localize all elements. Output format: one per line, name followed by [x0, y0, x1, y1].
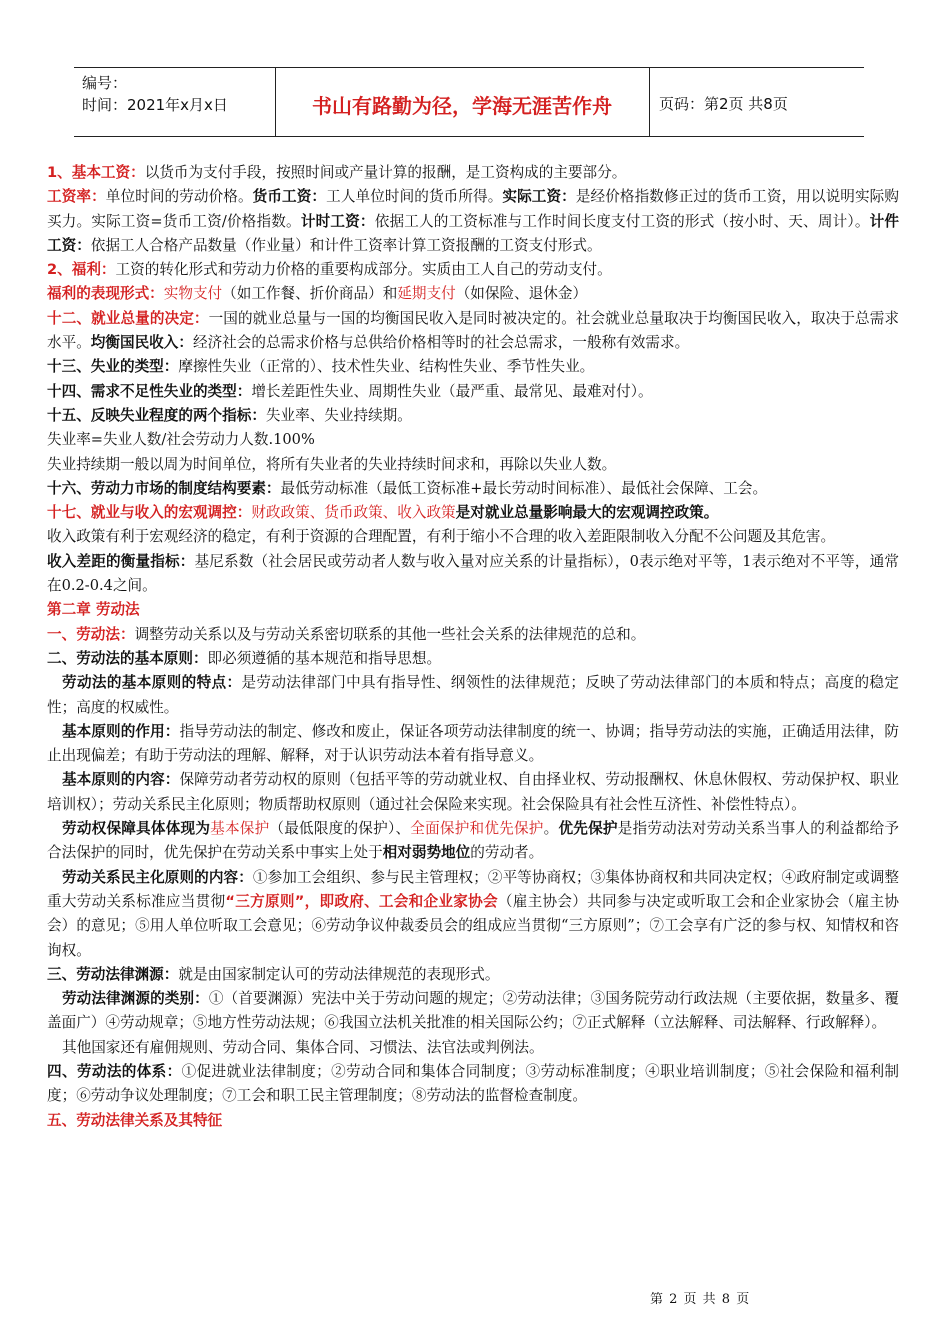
page-header	[74, 67, 864, 137]
emphasis-text: 基本原则的作用：	[62, 722, 180, 740]
paragraph	[47, 987, 899, 1036]
emphasis-text: 二、劳动法的基本原则：	[47, 649, 208, 667]
paragraph	[47, 380, 899, 404]
body-text: 调整劳动关系以及与劳动关系密切联系的其他一些社会关系的法律规范的总和。	[134, 625, 646, 643]
body-text: 一国的就业总量与一国的均衡国民收入是同时被决定的。社会就业总量取决于均衡国民收入，取决于总需求水平。	[47, 309, 899, 352]
body-text: （最低限度的保护）、	[269, 820, 411, 838]
body-text: 以货币为支付手段，按照时间或产量计算的报酬，是工资构成的主要部分。	[144, 164, 627, 181]
emphasis-text: “三方原则”，即政府、工会和企业家协会	[225, 892, 498, 910]
emphasis-text: 第二章 劳动法	[47, 601, 140, 619]
body-text: 。	[543, 820, 559, 838]
emphasis-text: 基本原则的内容：	[62, 771, 180, 789]
body-text: 增长差距性失业、周期性失业（最严重、最常见、最难对付）。	[251, 382, 653, 400]
body-text: 收入政策有利于宏观经济的稳定，有利于资源的合理配置，有利于缩小不合理的收入差距限制收入分配不公问题及其危害。	[47, 528, 836, 546]
emphasis-text: 三、劳动法律渊源：	[47, 965, 179, 983]
paragraph	[47, 501, 899, 525]
emphasis-text: 基本保护	[210, 820, 270, 838]
body-text: ①促进就业法律制度；②劳动合同和集体合同制度；③劳动标准制度；④职业培训制度；⑤社会保险和福利制度；⑥劳动争议处理制度；⑦工会和职工民主管理制度；⑧劳动法的监督检查制度。	[47, 1062, 899, 1105]
emphasis-text: 是对就业总量影响最大的宏观调控政策。	[455, 504, 719, 522]
emphasis-text: 四、劳动法的体系：	[47, 1062, 182, 1080]
emphasis-text: 实际工资：	[502, 188, 576, 206]
paragraph	[47, 817, 899, 866]
emphasis-text: 十七、就业与收入的宏观调控：	[47, 504, 252, 522]
header-left-cell	[82, 72, 228, 116]
emphasis-text: 计时工资：	[300, 212, 375, 230]
body-text: 最低劳动标准（最低工资标准+最长劳动时间标准）、最低社会保障、工会。	[280, 479, 768, 497]
emphasis-text: 福利的表现形式：	[47, 285, 164, 303]
header-motto: 书山有路勤为径，学海无涯苦作舟	[312, 94, 612, 118]
emphasis-text: 十二、就业总量的决定：	[47, 309, 209, 327]
emphasis-text: 财政政策、货币政策、收入政策	[251, 504, 456, 522]
document-time-label: 时间：2021年x月x日	[82, 96, 228, 114]
body-text: 其他国家还有雇佣规则、劳动合同、集体合同、习惯法、法官法或判例法。	[62, 1038, 544, 1056]
emphasis-text: 一、劳动法：	[47, 625, 135, 643]
body-text: 就是由国家制定认可的劳动法律规范的表现形式。	[178, 965, 500, 983]
document-number-label: 编号：	[82, 74, 128, 92]
emphasis-text: 劳动关系民主化原则的内容：	[62, 868, 253, 886]
body-text: 单位时间的劳动价格。	[105, 188, 253, 206]
paragraph	[47, 550, 899, 599]
header-page-label: 页码：第2页 共8页	[659, 95, 788, 113]
paragraph	[47, 1036, 899, 1060]
paragraph	[47, 623, 899, 647]
body-text: 依据工人合格产品数量（作业量）和计件工资率计算工资报酬的工资支付形式。	[90, 236, 602, 254]
body-text: 依据工人的工资标准与工作时间长度支付工资的形式（按小时、天、周计）。	[374, 212, 870, 230]
emphasis-text: 十六、劳动力市场的制度结构要素：	[47, 479, 281, 497]
emphasis-text: 十五、反映失业程度的两个指标：	[47, 406, 266, 424]
emphasis-text: 货币工资：	[252, 188, 327, 206]
paragraph	[47, 307, 899, 356]
paragraph	[47, 258, 899, 282]
paragraph	[47, 768, 899, 817]
emphasis-text: 收入差距的衡量指标：	[47, 552, 195, 570]
emphasis-text: 延期支付	[397, 285, 456, 303]
emphasis-text: 十三、失业的类型：	[47, 358, 179, 376]
emphasis-text: 相对弱势地位	[382, 844, 471, 862]
body-text: 即必须遵循的基本规范和指导思想。	[207, 649, 442, 667]
body-text: 工资的转化形式和劳动力价格的重要构成部分。实质由工人自己的劳动支付。	[115, 261, 612, 279]
body-text: ①（首要渊源）宪法中关于劳动问题的规定；②劳动法律；③国务院劳动行政法规（主要依据，数量多、覆盖面广）④劳动规章；⑤地方性劳动法规；⑥我国立法机关批准的相关国际公约；⑦正式解释（立法解释、司法解释、行政解释）。	[47, 990, 899, 1032]
header-divider	[649, 68, 650, 136]
emphasis-text: 十四、需求不足性失业的类型：	[47, 382, 252, 400]
paragraph	[47, 598, 899, 622]
paragraph	[47, 282, 899, 306]
emphasis-text: 劳动法律渊源的类别：	[62, 990, 209, 1008]
body-text: 失业率=失业人数/社会劳动力人数.100%	[47, 431, 315, 449]
paragraph	[47, 477, 899, 501]
paragraph	[47, 866, 899, 963]
paragraph	[47, 963, 899, 987]
emphasis-text: 2、福利：	[47, 261, 116, 279]
body-text: 工人单位时间的货币所得。	[326, 188, 503, 206]
paragraph	[47, 647, 899, 671]
paragraph	[47, 185, 899, 258]
body-text: 是指劳动法对劳动关系当事人的利益都给予合法保护的同时，优先保护在劳动关系中事实上处于	[47, 820, 899, 862]
emphasis-text: 均衡国民收入：	[90, 334, 193, 352]
emphasis-text: 劳动权保障具体体现为	[62, 820, 211, 838]
body-text: ①参加工会组织、参与民主管理权；②平等协商权；③集体协商权和共同决定权；④政府制定或调整重大劳动关系标准应当贯彻	[47, 868, 899, 910]
paragraph	[47, 671, 899, 720]
emphasis-text: 劳动法的基本原则的特点：	[62, 674, 242, 692]
paragraph	[47, 453, 899, 477]
body-text: 是劳动法律部门中具有指导性、纲领性的法律规范；反映了劳动法律部门的本质和特点；高度的稳定性；高度的权威性。	[47, 674, 899, 716]
emphasis-text: 优先保护	[558, 820, 618, 838]
body-text: 经济社会的总需求价格与总供给价格相等时的社会总需求，一般称有效需求。	[192, 334, 690, 352]
body-text: 的劳动者。	[470, 844, 544, 862]
paragraph	[47, 404, 899, 428]
document-body	[47, 161, 899, 1133]
page-footer: 第 2 页 共 8 页	[650, 1292, 751, 1307]
paragraph	[47, 355, 899, 379]
body-text: 是经价格指数修正过的货币工资，用以说明实际购买力。实际工资=货币工资/价格指数。	[47, 188, 899, 230]
body-text: 失业持续期一般以周为时间单位，将所有失业者的失业持续时间求和，再除以失业人数。	[47, 455, 617, 473]
emphasis-text: 计件工资：	[47, 212, 899, 254]
body-text: 失业率、失业持续期。	[265, 406, 412, 424]
paragraph	[47, 1109, 899, 1133]
emphasis-text: 实物支付	[163, 285, 223, 303]
paragraph	[47, 525, 899, 549]
body-text: （雇主协会）共同参与决定或听取工会和企业家协会（雇主协会）的意见；⑤用人单位听取工会意见；⑥劳动争议仲裁委员会的组成应当贯彻“三方原则”；⑦工会享有广泛的参与权、知情权和咨询权。	[47, 892, 899, 959]
paragraph	[47, 161, 899, 185]
body-text: 指导劳动法的制定、修改和废止，保证各项劳动法律制度的统一、协调；指导劳动法的实施，正确适用法律，防止出现偏差；有助于劳动法的理解、解释，对于认识劳动法本着有指导意义。	[47, 722, 899, 765]
emphasis-text: 五、劳动法律关系及其特征	[47, 1111, 223, 1129]
body-text: （如工作餐、折价商品）和	[222, 285, 398, 303]
emphasis-text: 工资率：	[47, 188, 106, 206]
emphasis-text: 1、基本工资：	[47, 164, 145, 181]
body-text: 摩擦性失业（正常的）、技术性失业、结构性失业、季节性失业。	[178, 358, 595, 376]
paragraph	[47, 428, 899, 452]
emphasis-text: 全面保护和优先保护	[410, 820, 544, 838]
body-text: 保障劳动者劳动权的原则（包括平等的劳动就业权、自由择业权、劳动报酬权、休息休假权、劳动保护权、职业培训权）；劳动关系民主化原则；物质帮助权原则（通过社会保险来实现。社会保险具有社会性互济性、补偿性特点）。	[47, 771, 899, 813]
body-text: 基尼系数（社会居民或劳动者人数与收入量对应关系的计量指标），0表示绝对平等，1表示绝对不平等，通常在0.2-0.4之间。	[47, 552, 899, 595]
body-text: （如保险、退休金）	[455, 285, 588, 303]
paragraph	[47, 1060, 899, 1109]
paragraph	[47, 720, 899, 769]
